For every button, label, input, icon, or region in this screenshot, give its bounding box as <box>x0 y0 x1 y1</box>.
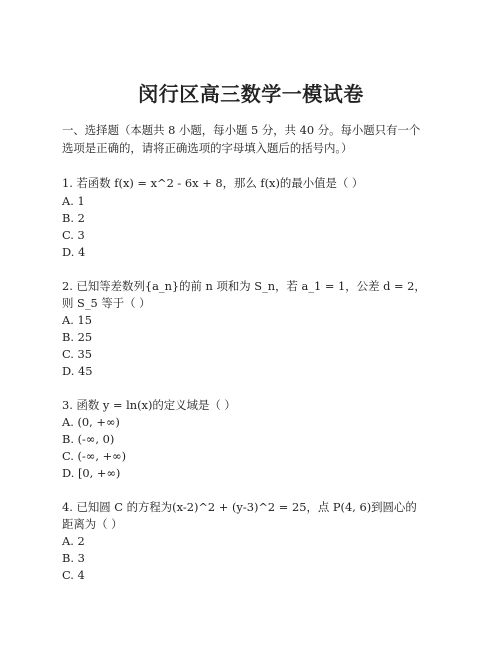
question-1-option-a: A. 1 <box>62 194 85 208</box>
question-4-option-a: A. 2 <box>62 534 85 548</box>
question-3-stem: 3. 函数 y = ln(x)的定义域是（ ） <box>62 398 236 412</box>
section-instructions-line-1: 一、选择题（本题共 8 小题，每小题 5 分，共 40 分。每小题只有一个 <box>62 123 421 137</box>
question-1-stem: 1. 若函数 f(x) = x^2 - 6x + 8，那么 f(x)的最小值是（ ） <box>62 176 364 190</box>
question-3-option-a: A. (0, +∞) <box>62 415 120 429</box>
question-3-option-b: B. (-∞, 0) <box>62 432 115 446</box>
question-3-option-d: D. [0, +∞) <box>62 466 121 480</box>
question-1-option-b: B. 2 <box>62 211 85 225</box>
question-4-option-c: C. 4 <box>62 568 85 582</box>
question-2-option-b: B. 25 <box>62 330 93 344</box>
question-4-stem-line-2: 距离为（ ） <box>62 517 123 531</box>
question-2-option-d: D. 45 <box>62 364 93 378</box>
question-1-option-c: C. 3 <box>62 228 85 242</box>
question-2-stem-line-1: 2. 已知等差数列{a_n}的前 n 项和为 S_n，若 a_1 = 1，公差 d = 2， <box>62 279 426 293</box>
question-4-option-b: B. 3 <box>62 551 85 565</box>
question-2-stem-line-2: 则 S_5 等于（ ） <box>62 296 151 310</box>
question-3-option-c: C. (-∞, +∞) <box>62 449 127 463</box>
question-2-option-a: A. 15 <box>62 313 92 327</box>
question-1-option-d: D. 4 <box>62 245 86 259</box>
question-4-stem-line-1: 4. 已知圆 C 的方程为(x-2)^2 + (y-3)^2 = 25，点 P(4, 6)到圆心的 <box>62 500 417 514</box>
exam-title: 闵行区高三数学一模试卷 <box>138 82 364 106</box>
section-instructions-line-2: 选项是正确的，请将正确选项的字母填入题后的括号内。） <box>62 141 353 155</box>
question-2-option-c: C. 35 <box>62 347 93 361</box>
